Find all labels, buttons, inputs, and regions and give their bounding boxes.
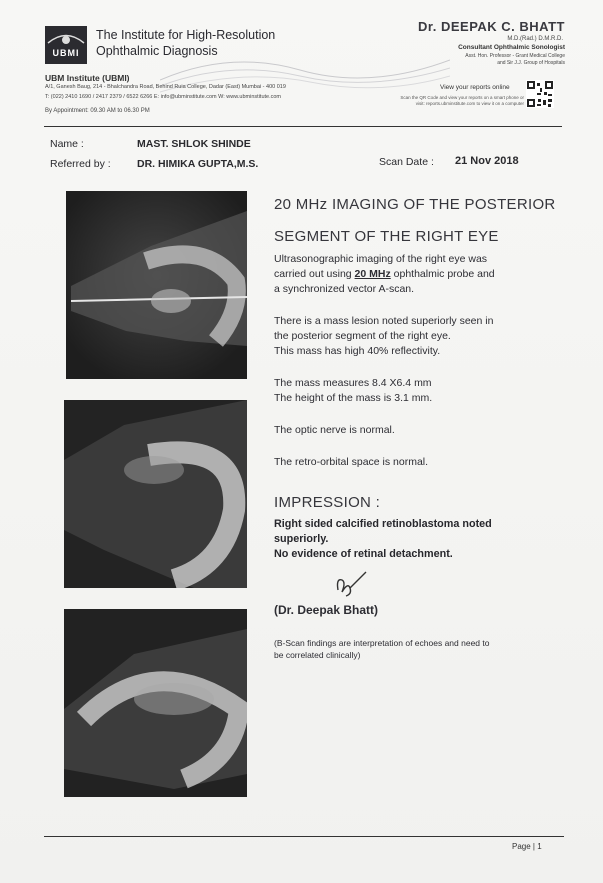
scan-date-label: Scan Date : xyxy=(379,156,434,168)
doctor-degrees: M.D.(Rad.) D.M.R.D. xyxy=(507,36,563,42)
measurements-paragraph: The mass measures 8.4 X6.4 mm The height of the mass is 3.1 mm. xyxy=(274,377,433,404)
impression-heading: IMPRESSION : xyxy=(274,494,381,511)
ubmi-logo xyxy=(45,26,87,64)
procedure-paragraph: Ultrasonographic imaging of the right eye was carried out using 20 MHz ophthalmic probe and a synchronized vector A-scan. xyxy=(274,253,495,295)
impression-text: Right sided calcified retinoblastoma noted superiorly. No evidence of retinal detachment. xyxy=(274,518,492,560)
report-title-line2: SEGMENT OF THE RIGHT EYE xyxy=(274,228,499,245)
online-reports-text: View your reports online xyxy=(440,84,510,91)
ultrasound-image-3 xyxy=(64,609,247,797)
logo-text: UBMI xyxy=(52,48,80,58)
header-divider xyxy=(44,126,562,127)
doctor-role: Consultant Ophthalmic Sonologist xyxy=(458,44,565,51)
institute-name: The Institute for High-Resolution Ophthalmic Diagnosis xyxy=(96,28,276,58)
referring-doctor: DR. HIMIKA GUPTA,M.S. xyxy=(137,158,259,170)
ultrasound-image-2 xyxy=(64,400,247,588)
referred-label: Referred by : xyxy=(50,158,111,170)
decorative-wave xyxy=(160,40,450,100)
address: A/1, Ganesh Baug, 214 - Bhalchandra Road, Behind Ruia College, Dadar (East) Mumbai - 400 019 xyxy=(45,84,286,90)
probe-frequency: 20 MHz xyxy=(354,268,391,280)
optic-nerve-finding: The optic nerve is normal. xyxy=(274,424,395,436)
scan-date: 21 Nov 2018 xyxy=(455,155,519,167)
signature-mark-icon xyxy=(332,568,372,604)
ubmi-title: UBM Institute (UBMI) xyxy=(45,73,130,83)
doctor-affiliation: Asst. Hon. Professor - Grant Medical College and Sir J.J. Group of Hospitals xyxy=(465,53,565,66)
ultrasound-image-1 xyxy=(66,191,247,379)
contact-info: T: (022) 2410 1690 / 2417 2379 / 6522 6266 E: info@ubminstitute.com W: www.ubminstitute.com xyxy=(45,94,282,100)
name-label: Name : xyxy=(50,138,84,150)
signature-name: (Dr. Deepak Bhatt) xyxy=(274,603,379,617)
qr-note: Scan the QR Code and view your reports on a smart phone or visit: reports.ubminstitute.com to view it on a computer xyxy=(400,95,524,106)
patient-name: MAST. SHLOK SHINDE xyxy=(137,138,251,150)
footer-divider xyxy=(44,836,564,837)
eye-logo-icon xyxy=(45,26,87,48)
page-number: Page | 1 xyxy=(512,842,542,851)
mass-findings-paragraph: There is a mass lesion noted superiorly seen in the posterior segment of the right eye. This mass has high 40% reflectivity. xyxy=(274,315,494,357)
doctor-name: Dr. DEEPAK C. BHATT xyxy=(418,19,565,34)
appointment-hours: By Appointment: 09.30 AM to 06.30 PM xyxy=(45,108,150,114)
disclaimer-note: (B-Scan findings are interpretation of echoes and need to be correlated clinically) xyxy=(274,638,490,660)
retro-orbital-finding: The retro-orbital space is normal. xyxy=(274,456,429,468)
report-title-line1: 20 MHz IMAGING OF THE POSTERIOR xyxy=(274,196,556,213)
qr-code-icon[interactable] xyxy=(526,80,554,108)
